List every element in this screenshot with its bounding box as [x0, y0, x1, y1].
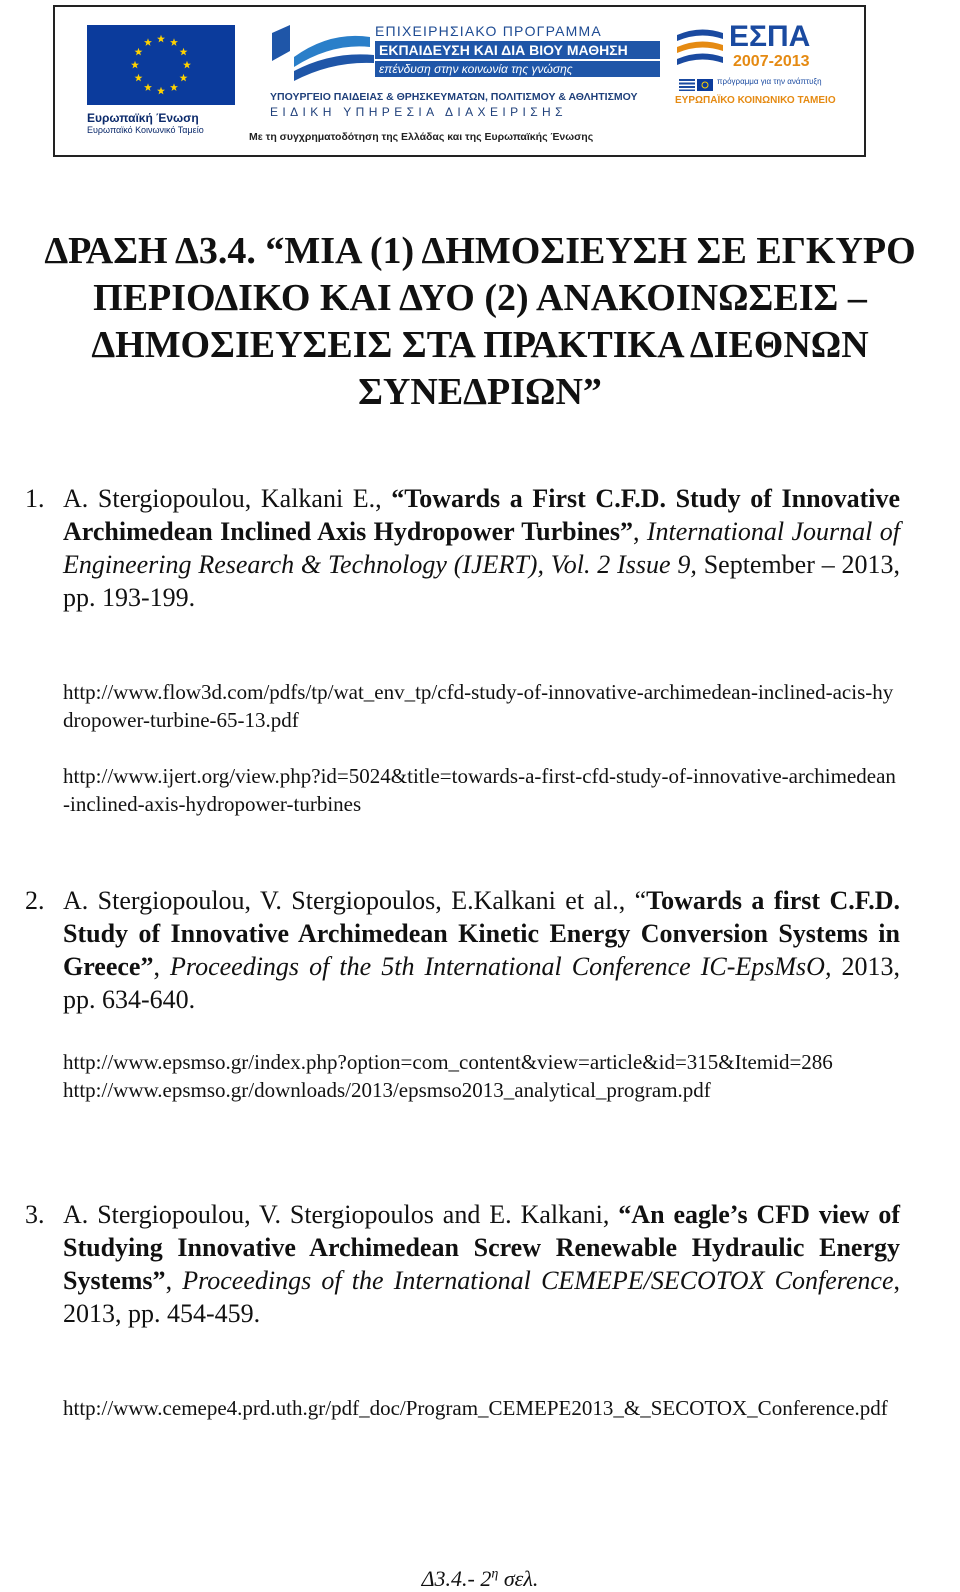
service-name: ΕΙΔΙΚΗ ΥΠΗΡΕΣΙΑ ΔΙΑΧΕΙΡΙΣΗΣ — [270, 105, 567, 119]
citation-title: “Towards a First C.F.D. Study of Innovative Archimedean Inclined Axis Hydropower Turbines” — [63, 484, 900, 546]
citation-details: , 2013, pp. 454-459. — [63, 1266, 901, 1328]
title-line-2: ΠΕΡΙΟΔΙΚΟ ΚΑΙ ΔΥΟ (2) ΑΝΑΚΟΙΝΩΣΕΙΣ – — [93, 277, 867, 319]
entry-number: 2. — [25, 886, 45, 915]
publication-entry-2 — [25, 884, 900, 1016]
program-line2: ΕΚΠΑΙΔΕΥΣΗ ΚΑΙ ΔΙΑ ΒΙΟΥ ΜΑΘΗΣΗ — [375, 41, 660, 59]
espa-years: 2007-2013 — [733, 53, 810, 70]
footer-prefix: Δ3.4.- 2 — [421, 1566, 492, 1591]
eu-fund: Ευρωπαϊκό Κοινωνικό Ταμείο — [87, 125, 204, 135]
flags-icon — [679, 79, 713, 91]
sponsor-banner — [53, 5, 866, 157]
entry-3-links — [63, 1394, 898, 1422]
espa-name: ΕΣΠΑ — [729, 20, 811, 53]
ministry-name: ΥΠΟΥΡΓΕΙΟ ΠΑΙΔΕΙΑΣ & ΘΡΗΣΚΕΥΜΑΤΩΝ, ΠΟΛΙΤΙΣΜΟΥ & ΑΘΛΗΤΙΣΜΟΥ — [270, 91, 638, 103]
citation-details: 2013, pp. 634-640. — [63, 952, 901, 1014]
url-link[interactable]: http://www.epsmso.gr/index.php?option=com_content&view=article&id=315&Itemid=286 — [63, 1050, 833, 1074]
citation-title: Towards a first C.F.D. Study of Innovative Archimedean Kinetic Energy Conversion Systems in Greece” — [63, 886, 900, 981]
ministry-block — [270, 91, 670, 119]
citation-details: September – 2013, pp. 193-199. — [63, 550, 901, 612]
program-title — [375, 23, 660, 77]
title-line-1: ΔΡΑΣΗ Δ3.4. “ΜΙΑ (1) ΔΗΜΟΣΙΕΥΣΗ ΣΕ ΕΓΚΥΡΟ — [44, 230, 916, 272]
citation-venue: Proceedings of the 5th International Conference IC-EpsMsO, — [170, 952, 832, 981]
publication-entry-1 — [25, 482, 900, 614]
entry-number: 1. — [25, 484, 45, 513]
title-line-4: ΣΥΝΕΔΡΙΩΝ” — [358, 371, 602, 413]
espa-fund: ΕΥΡΩΠΑΪΚΟ ΚΟΙΝΩΝΙΚΟ ΤΑΜΕΙΟ — [675, 95, 836, 106]
program-line3: επένδυση στην κοινωνία της γνώσης — [375, 61, 660, 77]
citation-venue: International Journal of Engineering Research & Technology (IJERT), Vol. 2 Issue 9, — [63, 517, 900, 579]
entry-1-links — [63, 678, 898, 818]
citation-title: “An eagle’s CFD view of Studying Innovative Archimedean Screw Renewable Hydraulic Energy Systems” — [63, 1200, 900, 1295]
footer-suffix: σελ. — [498, 1566, 539, 1591]
footer-sup: η — [491, 1566, 499, 1582]
citation-venue: Proceedings of the International CEMEPE/SECOTOX Conference — [182, 1266, 894, 1295]
url-link[interactable]: http://www.epsmso.gr/downloads/2013/epsmso2013_analytical_program.pdf — [63, 1078, 711, 1102]
citation — [63, 482, 900, 614]
eu-name: Ευρωπαϊκή Ένωση — [87, 111, 199, 125]
citation-authors: A. Stergiopoulou, V. Stergiopoulos, E.Kalkani et al., “ — [63, 886, 647, 915]
url-link[interactable]: http://www.cemepe4.prd.uth.gr/pdf_doc/Program_CEMEPE2013_&_SECOTOX_Conference.pdf — [63, 1396, 888, 1420]
url-link[interactable]: http://www.ijert.org/view.php?id=5024&title=towards-a-first-cfd-study-of-innovative-archimedean-inclined-axis-hydropower-turbines — [63, 764, 896, 816]
url-link[interactable]: http://www.flow3d.com/pdfs/tp/wat_env_tp/cfd-study-of-innovative-archimedean-inclined-acis-hydropower-turbine-65-13.pdf — [63, 680, 894, 732]
program-logo-icon — [270, 21, 390, 83]
eu-flag-icon — [87, 25, 235, 105]
citation — [63, 884, 900, 1016]
espa-wave-icon — [675, 25, 725, 71]
page-footer — [0, 1566, 960, 1592]
publication-entry-3 — [25, 1198, 900, 1330]
entry-2-links — [63, 1048, 898, 1104]
citation-authors: A. Stergiopoulou, Kalkani E., — [63, 484, 392, 513]
page-title — [0, 228, 960, 416]
citation-separator: , — [632, 517, 647, 546]
program-line1: ΕΠΙΧΕΙΡΗΣΙΑΚΟ ΠΡΟΓΡΑΜΜΑ — [375, 23, 602, 39]
citation-separator: , — [165, 1266, 183, 1295]
cofunding-statement: Με τη συγχρηματοδότηση της Ελλάδας και της Ευρωπαϊκής Ένωσης — [249, 131, 594, 143]
espa-tagline: πρόγραμμα για την ανάπτυξη — [717, 77, 822, 86]
citation-separator: , — [153, 952, 171, 981]
eu-logo — [87, 25, 237, 135]
citation-authors: A. Stergiopoulou, V. Stergiopoulos and E. Kalkani, — [63, 1200, 619, 1229]
entry-number: 3. — [25, 1200, 45, 1229]
citation — [63, 1198, 900, 1330]
title-line-3: ΔΗΜΟΣΙΕΥΣΕΙΣ ΣΤΑ ΠΡΑΚΤΙΚΑ ΔΙΕΘΝΩΝ — [91, 324, 869, 366]
